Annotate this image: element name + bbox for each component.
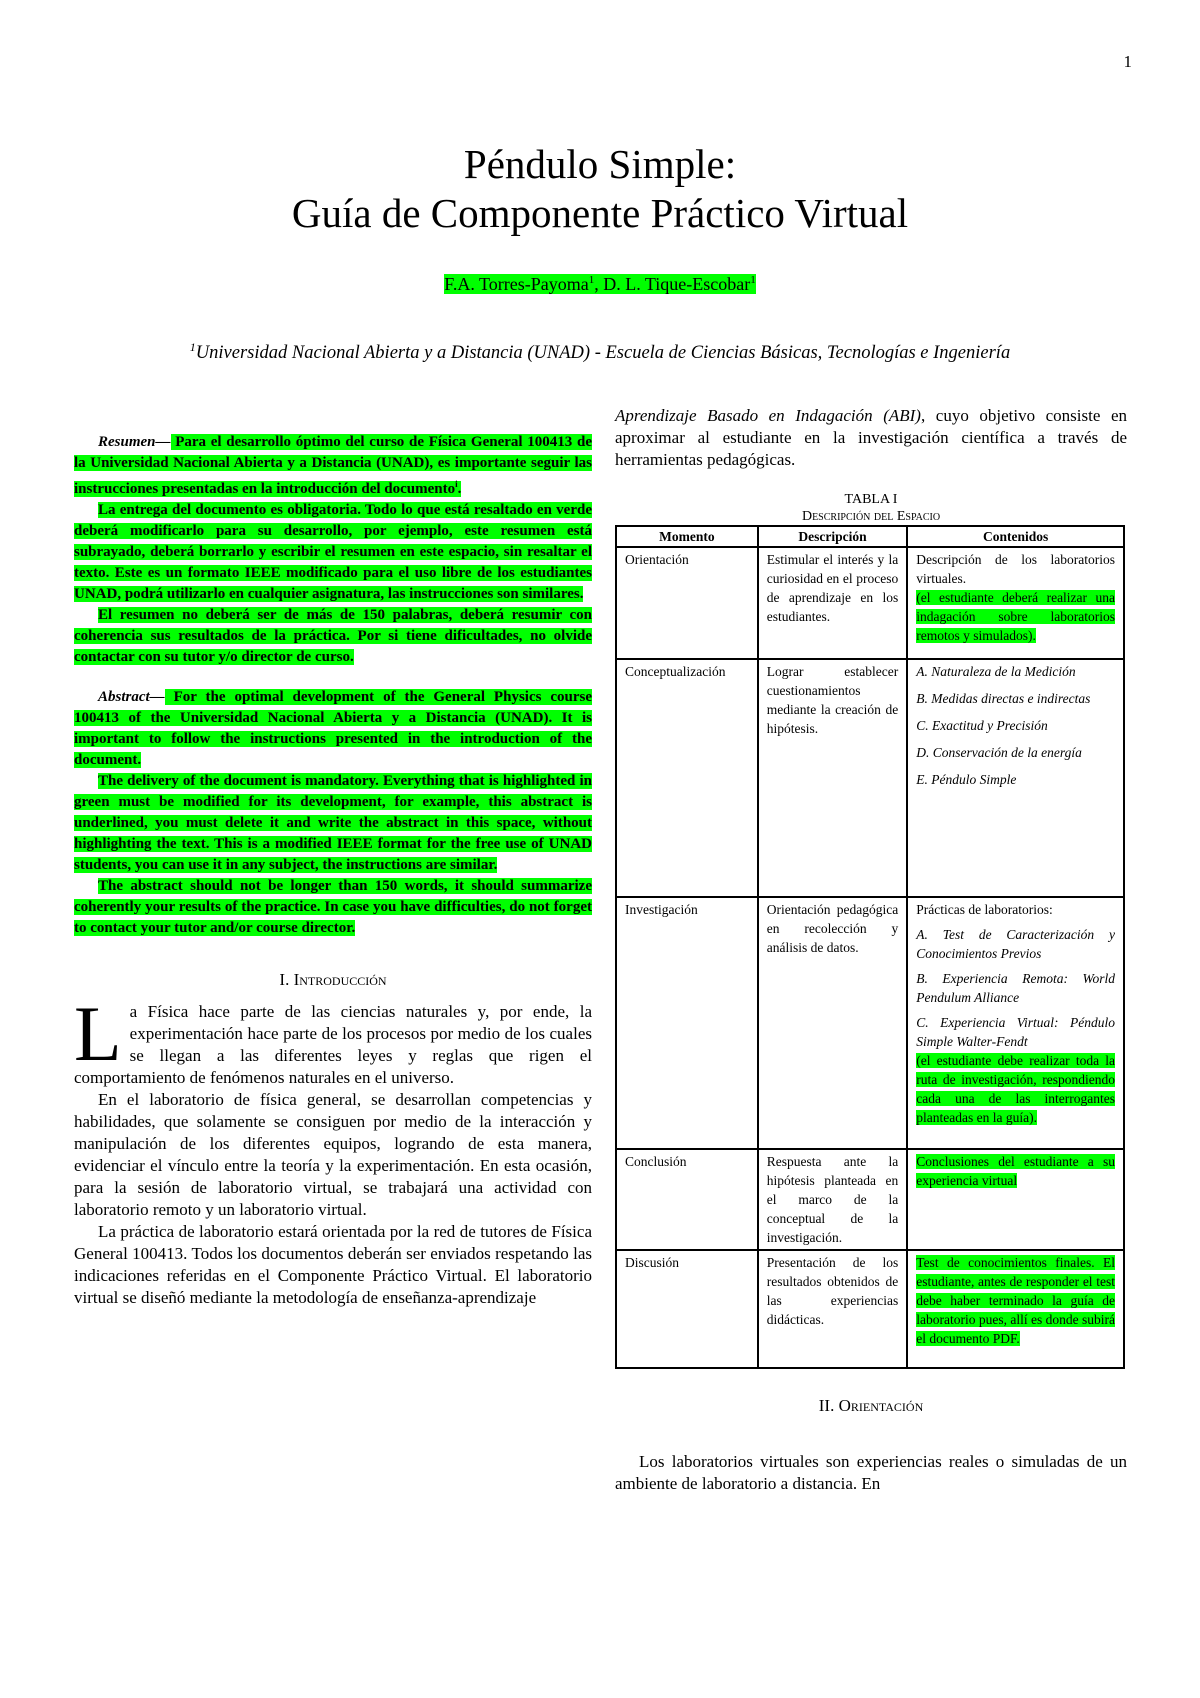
cell-momento: Conceptualización (616, 659, 758, 897)
cell-descripcion: Presentación de los resultados obtenidos de las experiencias didácticas. (758, 1250, 908, 1368)
table-row (616, 659, 1124, 897)
affiliation (130, 334, 1070, 366)
cell-momento: Conclusión (616, 1149, 758, 1250)
abstract (74, 687, 592, 939)
page-number: 1 (1123, 52, 1132, 71)
cell-contenidos: Conclusiones del estudiante a su experiencia virtual (907, 1149, 1124, 1250)
table-row (616, 897, 1124, 1149)
cell-descripcion: Respuesta ante la hipótesis planteada en el marco de la conceptual de la investigación. (758, 1149, 908, 1250)
authors (0, 274, 1200, 295)
resumen-p1: Para el desarrollo óptimo del curso de Física General 100413 de la Universidad Nacional Abierta y a Distancia (UNAD), es importante seguir las instrucciones presentadas en la introducción del documento (74, 434, 592, 497)
author-separator: , (594, 274, 604, 294)
intro-paragraph-3: La práctica de laboratorio estará orientada por la red de tutores de Física General 100413. Todos los documentos deberán ser enviados respetando las indicaciones referidas en el Componente Práctico Virtual. El laboratorio virtual se diseñó mediante la metodología de enseñanza-aprendizaje (74, 1222, 592, 1307)
description-table (615, 525, 1125, 1369)
cell-descripcion: Lograr establecer cuestionamientos mediante la creación de hipótesis. (758, 659, 908, 897)
author-2-affil-sup: 1 (750, 274, 756, 286)
author-1-affil-sup: 1 (588, 274, 595, 286)
cell-contenidos: Descripción de los laboratorios virtuales. (el estudiante deberá realizar una indagación sobre laboratorios remotos y simulados). (907, 547, 1124, 659)
section-2-heading: II. Orientación (818, 1396, 924, 1415)
table-caption (615, 491, 1127, 525)
table-label: TABLA I (844, 492, 898, 507)
cell-momento: Orientación (616, 547, 758, 659)
intro-paragraph-3-continued: Aprendizaje Basado en Indagación (ABI), cuyo objetivo consiste en aproximar al estudiante en la investigación científica a través de herramientas pedagógicas. (615, 406, 1128, 469)
affiliation-sup: 1 (189, 340, 196, 354)
resumen-lead: Resumen— (98, 434, 171, 450)
right-column (615, 405, 1127, 1495)
title-line-2: Guía de Componente Práctico Virtual (291, 190, 909, 236)
intro-paragraph-2: En el laboratorio de física general, se desarrollan competencias y habilidades, que solamente se consiguen por medio de la interacción y manipulación de los diferentes equipos, logrando de esta manera, evidenciar el vínculo entre la teoría y la experimentación. En esta ocasión, para la sesión de laboratorio virtual, se trabajará una actividad con laboratorio remoto y un laboratorio virtual. (74, 1090, 592, 1219)
resumen-p2: La entrega del documento es obligatoria. Todo lo que está resaltado en verde deberá modificarlo para su desarrollo, por ejemplo, este resumen está subrayado, deberá borrarlo y escribir el resumen en este espacio, sin resaltar el texto. Este es un formato IEEE modificado para el uso libre de los estudiantes UNAD, podrá utilizarlo en cualquier asignatura, las instrucciones son similares. (74, 502, 592, 602)
cell-contenidos: Test de conocimientos finales. El estudiante, antes de responder el test debe haber terminado la guía de laboratorio pues, allí es donde subirá el documento PDF. (907, 1250, 1124, 1368)
author-1: F.A. Torres-Payoma (444, 274, 589, 294)
resumen-p3: El resumen no deberá ser de más de 150 palabras, deberá resumir con coherencia sus resultados de la práctica. Por si tiene dificultades, no olvide contactar con su tutor y/o director de curso. (74, 607, 592, 665)
drop-cap: L (74, 990, 122, 1077)
abstract-p1: For the optimal development of the General Physics course 100413 of the Universidad Nacional Abierta y a Distancia (UNAD). It is important to follow the instructions presented in the introduction of the document. (74, 689, 592, 768)
resumen-footnote-ref: i (455, 479, 458, 489)
abstract-lead: Abstract— (98, 689, 165, 705)
left-column (74, 432, 592, 1309)
header-momento: Momento (616, 526, 758, 547)
abstract-p3: The abstract should not be longer than 150 words, it should summarize coherently your results of the practice. In case you have difficulties, do not forget to contact your tutor and/or course director. (74, 878, 592, 936)
title-line-1: Péndulo Simple: (463, 141, 737, 187)
header-contenidos: Contenidos (907, 526, 1124, 547)
resumen: Resumen— Para el desarrollo óptimo del curso de Física General 100413 de la Universidad Nacional Abierta y a Distancia (UNAD), es importante seguir las instrucciones presentadas en la introducción del documento$^i$. La entrega del documento es obligatoria. Todo lo que está resaltado en verde deberá modificarlo para su desarrollo, por ejemplo, este resumen está subrayado, deberá borrarlo y escribir el resumen en este espacio, sin resaltar el texto. Este es un formato IEEE modificado para el uso libre de los estudiantes UNAD, podrá utilizarlo en cualquier asignatura, las instrucciones son similares. El resumen no deberá ser de más de 150 palabras, deberá resumir con coherencia sus resultados de la práctica. Por si tiene dificultades, no olvide contactar con su tutor y/o director de curso. (74, 434, 592, 665)
cell-descripcion: Orientación pedagógica en recolección y análisis de datos. (758, 897, 908, 1149)
table-row (616, 1250, 1124, 1368)
intro-paragraph-1: La Física hace parte de las ciencias naturales y, por ende, la experimentación hace parte de los procesos por medio de los cuales se llegan a las diferentes leyes y reglas que rigen el comportamiento de fenómenos naturales en el universo. (74, 990, 592, 1087)
table-title: Descripción del Espacio (801, 509, 941, 524)
abstract-p2: The delivery of the document is mandatory. Everything that is highlighted in green must be modified for its development, for example, this abstract is underlined, you must delete it and write the abstract in this space, without highlighting the text. This is a modified IEEE format for the free use of UNAD students, you can use it in any subject, the instructions are similar. (74, 773, 592, 873)
document-title (0, 140, 1200, 238)
author-2: D. L. Tique-Escobar (603, 274, 751, 294)
cell-momento: Discusión (616, 1250, 758, 1368)
table-row (616, 547, 1124, 659)
cell-descripcion: Estimular el interés y la curiosidad en el proceso de aprendizaje en los estudiantes. (758, 547, 908, 659)
section-1-heading: I. Introducción (279, 970, 387, 989)
cell-contenidos: Prácticas de laboratorios: A. Test de Caracterización y Conocimientos Previos B. Experiencia Remota: World Pendulum Alliance C. Experiencia Virtual: Péndulo Simple Walter-Fendt (el estudiante debe realizar toda la ruta de investigación, respondiendo cada una de las interrogantes planteadas en la guía). (907, 897, 1124, 1149)
table-header-row (616, 526, 1124, 547)
orientation-paragraph-1: Los laboratorios virtuales son experiencias reales o simuladas de un ambiente de laboratorio a distancia. En (615, 1452, 1127, 1493)
cell-momento: Investigación (616, 897, 758, 1149)
header-descripcion: Descripción (758, 526, 908, 547)
cell-contenidos: A. Naturaleza de la Medición B. Medidas directas e indirectas C. Exactitud y Precisión D. Conservación de la energía E. Péndulo Simple (907, 659, 1124, 897)
affiliation-text: Universidad Nacional Abierta y a Distancia (UNAD) - Escuela de Ciencias Básicas, Tecnologías e Ingeniería (195, 343, 1011, 364)
table-row (616, 1149, 1124, 1250)
